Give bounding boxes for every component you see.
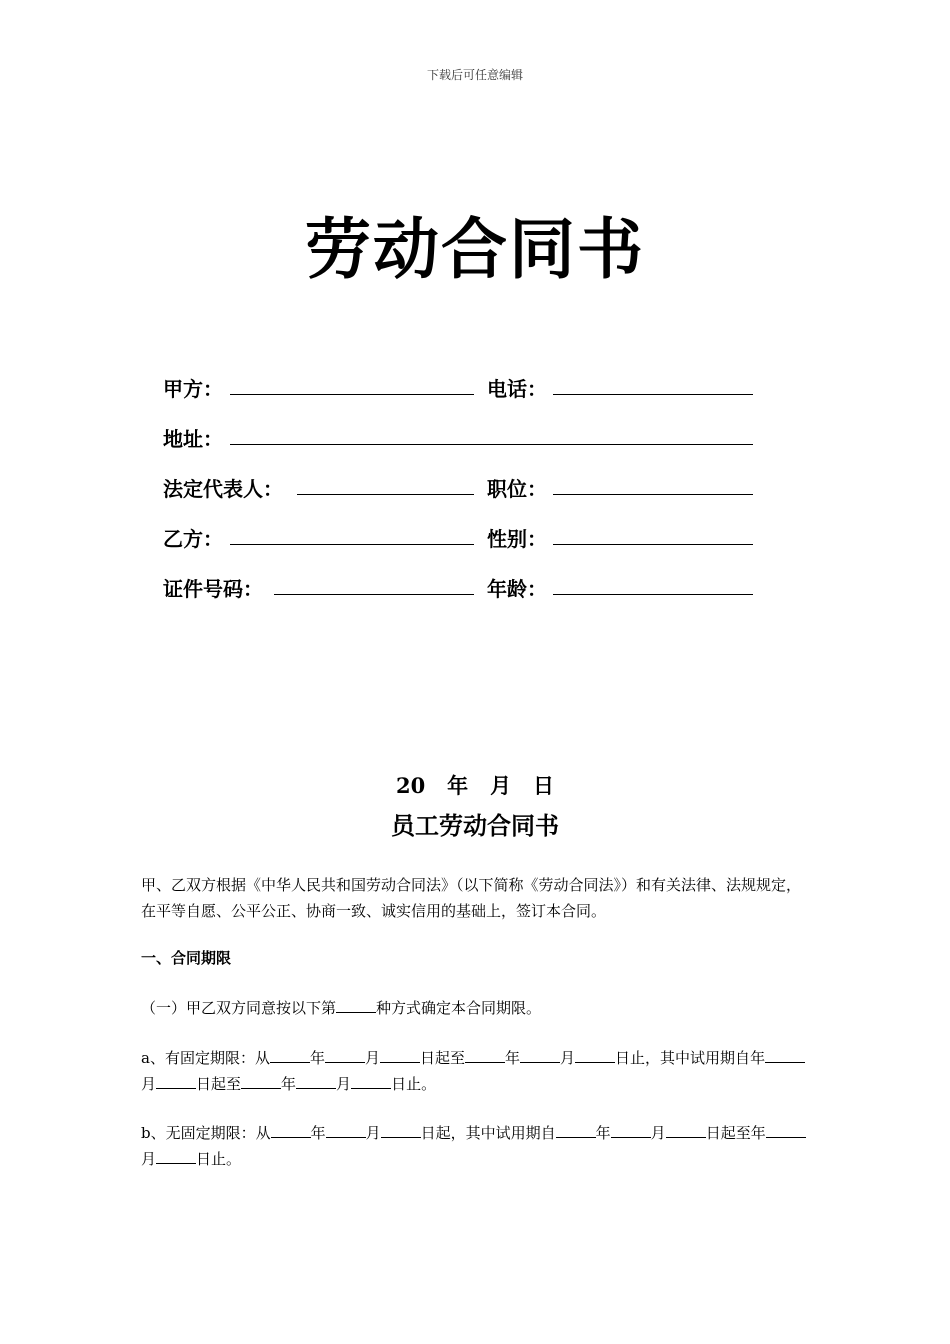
term-method-clause	[141, 995, 813, 1021]
clause-text: 年	[750, 1124, 766, 1142]
month-blank[interactable]	[766, 1123, 806, 1138]
clause-text: 其中试用期自	[660, 1049, 751, 1067]
subtitle: 员工劳动合同书	[391, 812, 559, 840]
month-blank[interactable]	[520, 1048, 560, 1063]
clause-text: 年	[505, 1049, 521, 1067]
month-blank[interactable]	[326, 1123, 366, 1138]
age-field[interactable]	[553, 593, 753, 595]
clause-text: 月	[141, 1075, 157, 1093]
party-b-field[interactable]	[230, 543, 474, 545]
day-blank[interactable]	[380, 1048, 420, 1063]
day-blank[interactable]	[156, 1074, 196, 1089]
month-blank[interactable]	[325, 1048, 365, 1063]
day-blank[interactable]	[156, 1149, 196, 1164]
clause-text: 日止。	[391, 1075, 437, 1093]
year-blank[interactable]	[271, 1123, 311, 1138]
clause-text: 日起至	[705, 1124, 751, 1142]
clause-text: 年	[595, 1124, 611, 1142]
clause-text: 日止，	[615, 1049, 661, 1067]
party-b-label: 乙方：	[163, 527, 223, 551]
clause-text: 月	[560, 1049, 576, 1067]
position-field[interactable]	[553, 493, 753, 495]
clause-text: 年	[750, 1049, 766, 1067]
year-blank[interactable]	[556, 1123, 596, 1138]
clause-text: a、有固定期限：从	[141, 1049, 270, 1067]
month-blank[interactable]	[611, 1123, 651, 1138]
day-blank[interactable]	[381, 1123, 421, 1138]
header-note: 下载后可任意编辑	[426, 68, 523, 82]
section-heading: 一、合同期限	[141, 949, 232, 967]
year-blank[interactable]	[241, 1074, 281, 1089]
clause-text: 日起，其中试用期自	[420, 1124, 556, 1142]
day-blank[interactable]	[351, 1074, 391, 1089]
phone-field[interactable]	[553, 393, 753, 395]
party-a-field[interactable]	[230, 393, 474, 395]
fixed-term-clause	[141, 1045, 813, 1097]
day-blank[interactable]	[666, 1123, 706, 1138]
clause-text: 日起至	[419, 1049, 465, 1067]
address-field[interactable]	[230, 443, 753, 445]
party-a-label: 甲方：	[163, 377, 223, 401]
clause-text: （一）甲乙双方同意按以下第	[141, 999, 337, 1017]
clause-text: 日起至	[196, 1075, 242, 1093]
legal-rep-label: 法定代表人：	[163, 477, 283, 501]
month-blank[interactable]	[296, 1074, 336, 1089]
position-label: 职位：	[487, 477, 547, 501]
clause-text: 月	[336, 1075, 352, 1093]
year-blank[interactable]	[270, 1048, 310, 1063]
age-label: 年龄：	[487, 577, 547, 601]
clause-text: 月	[141, 1150, 157, 1168]
signing-date: 20 年 月 日	[395, 773, 555, 798]
document-title: 劳动合同书	[305, 211, 645, 288]
clause-text: 年	[281, 1075, 297, 1093]
open-term-clause	[141, 1120, 813, 1172]
clause-text: 月	[364, 1049, 380, 1067]
clause-text: 种方式确定本合同期限。	[376, 999, 542, 1017]
address-label: 地址：	[163, 427, 223, 451]
clause-text: 月	[365, 1124, 381, 1142]
clause-text: 日止。	[196, 1150, 242, 1168]
intro-paragraph: 甲、乙双方根据《中华人民共和国劳动合同法》（以下简称《劳动合同法》）和有关法律、法规规定，在平等自愿、公平公正、协商一致、诚实信用的基础上，签订本合同。	[141, 876, 802, 920]
id-number-label: 证件号码：	[163, 577, 263, 601]
legal-rep-field[interactable]	[297, 493, 474, 495]
clause-text: 年	[309, 1049, 325, 1067]
year-blank[interactable]	[465, 1048, 505, 1063]
clause-text: 年	[310, 1124, 326, 1142]
phone-label: 电话：	[487, 377, 547, 401]
gender-label: 性别：	[487, 527, 547, 551]
clause-text: 月	[650, 1124, 666, 1142]
month-blank[interactable]	[765, 1048, 805, 1063]
clause-text: b、无固定期限：从	[141, 1124, 271, 1142]
method-blank[interactable]	[336, 998, 376, 1013]
gender-field[interactable]	[553, 543, 753, 545]
id-number-field[interactable]	[274, 593, 474, 595]
day-blank[interactable]	[575, 1048, 615, 1063]
